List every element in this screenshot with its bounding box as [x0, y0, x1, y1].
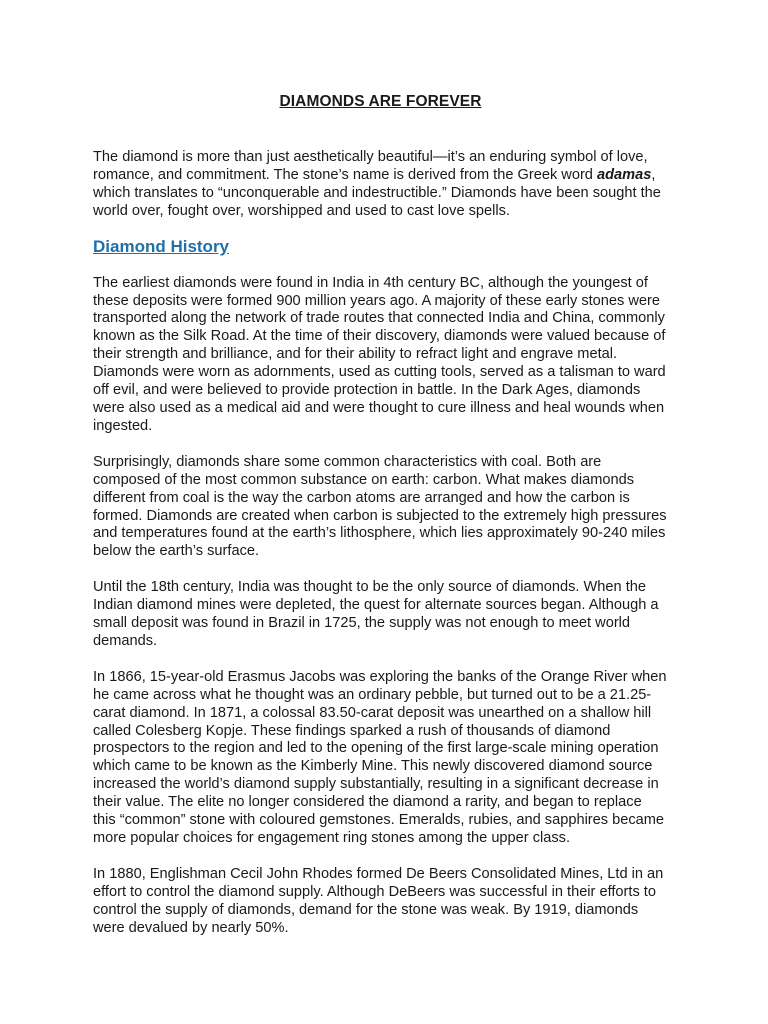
- history-paragraph-1: The earliest diamonds were found in India in 4th century BC, although the youngest of these deposits were formed 900 million years ago. A majority of these early stones were transported along the network of trade routes that connected India and China, commonly known as the Silk Road. At the time of their discovery, diamonds were valued because of their strength and brilliance, and for their ability to refract light and engrave metal. Diamonds were worn as adornments, used as cutting tools, served as a talisman to ward off evil, and were believed to provide protection in battle. In the Dark Ages, diamonds were also used as a medical aid and were thought to cure illness and heal wounds when ingested.: [93, 274, 666, 434]
- section-heading-diamond-history: Diamond History: [93, 236, 230, 256]
- intro-paragraph: [93, 149, 668, 221]
- history-paragraph-5: In 1880, Englishman Cecil John Rhodes formed De Beers Consolidated Mines, Ltd in an effort to control the diamond supply. Although DeBeers was successful in their efforts to control the supply of diamonds, demand for the stone was weak. By 1919, diamonds were devalued by nearly 50%.: [93, 865, 664, 936]
- intro-text-end: , which translates to “unconquerable and indestructible.” Diamonds have been sought the world over, fought over, worshipped and used to cast love spells.: [93, 166, 661, 219]
- history-paragraph-4: In 1866, 15-year-old Erasmus Jacobs was exploring the banks of the Orange River when he came across what he thought was an ordinary pebble, but turned out to be a 21.25-carat diamond. In 1871, a colossal 83.50-carat deposit was unearthed on a shallow hill called Colesberg Kopje. These findings sparked a rush of thousands of diamond prospectors to the region and led to the opening of the first large-scale mining operation which came to be known as the Kimberly Mine. This newly discovered diamond source increased the world’s diamond supply substantially, resulting in a significant decrease in their value. The elite no longer considered the diamond a rarity, and began to replace this “common” stone with coloured gemstones. Emeralds, rubies, and sapphires became more popular choices for engagement ring stones among the upper class.: [93, 668, 667, 846]
- document-title: DIAMONDS ARE FOREVER: [279, 93, 482, 110]
- history-paragraph-3: Until the 18th century, India was thought to be the only source of diamonds. When the Indian diamond mines were depleted, the quest for alternate sources began. Although a small deposit was found in Brazil in 1725, the supply was not enough to meet world demands.: [93, 579, 659, 649]
- history-paragraph-2: Surprisingly, diamonds share some common characteristics with coal. Both are composed of the most common substance on earth: carbon. What makes diamonds different from coal is the way the carbon atoms are arranged and how the carbon is formed. Diamonds are created when carbon is subjected to the extremely high pressures and temperatures found at the earth’s lithosphere, which lies approximately 90-240 miles below the earth’s surface.: [93, 453, 667, 560]
- intro-text-start: The diamond is more than just aesthetically beautiful—it’s an enduring symbol of love, romance, and commitment. The stone’s name is derived from the Greek word: [93, 149, 648, 183]
- intro-bold-word: adamas: [596, 166, 652, 183]
